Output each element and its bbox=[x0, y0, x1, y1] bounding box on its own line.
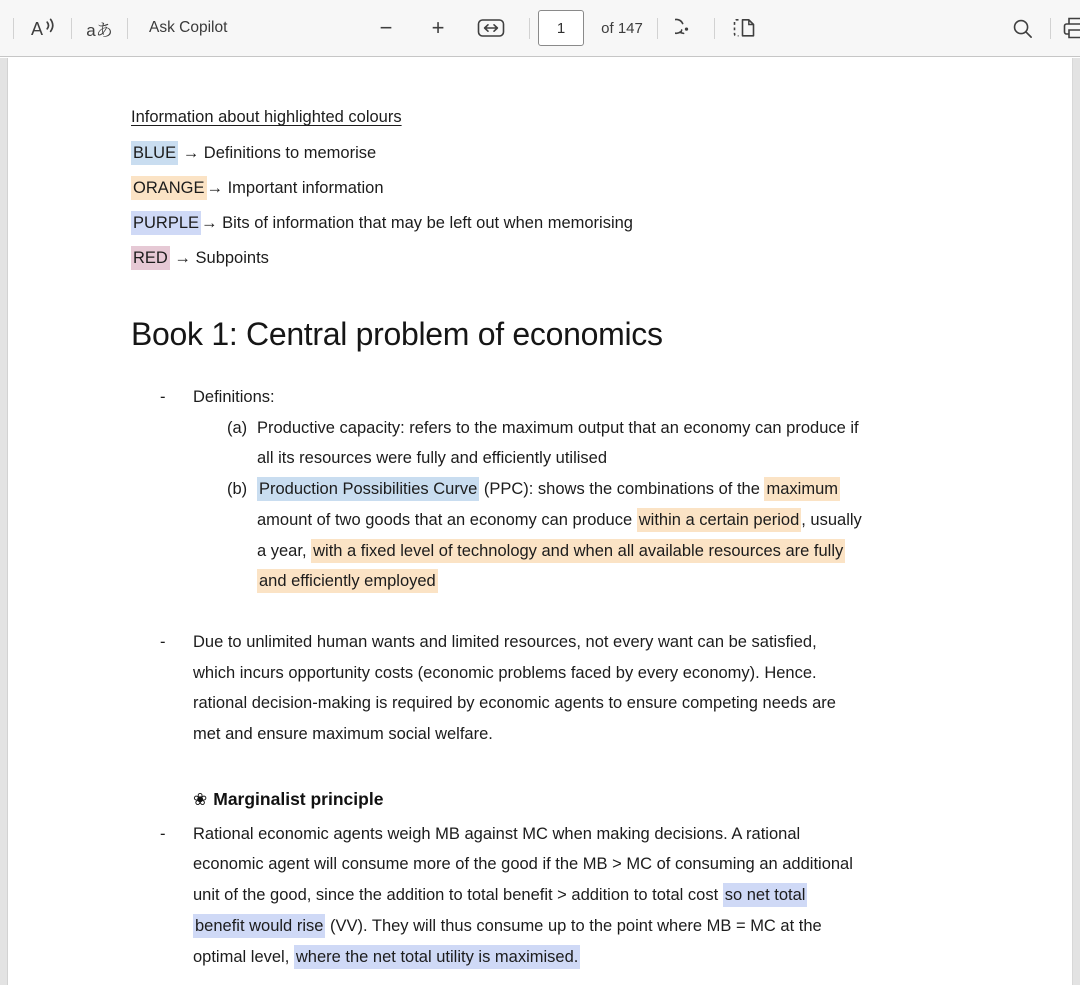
text-line bbox=[193, 688, 1041, 719]
text-segment: economic agent will consume more of the good if the MB > MC of consuming an additional bbox=[193, 855, 853, 874]
divider bbox=[1050, 18, 1051, 39]
highlight-orange: within a certain period bbox=[637, 508, 802, 532]
text-line bbox=[257, 505, 1041, 536]
legend-item-blue bbox=[131, 136, 1041, 171]
text-line bbox=[193, 942, 1041, 973]
fit-to-width-button[interactable] bbox=[473, 8, 509, 48]
paragraph-marginalist-text bbox=[193, 819, 1041, 973]
definition-b-text bbox=[257, 474, 1041, 597]
highlight-red: RED bbox=[131, 246, 170, 270]
text-segment: optimal level, bbox=[193, 947, 294, 966]
highlight-orange: with a fixed level of technology and when all available resources are fully bbox=[311, 539, 845, 563]
flower-icon: ❀ bbox=[193, 789, 208, 809]
text-segment: Due to unlimited human wants and limited resources, not every want can be satisfied, bbox=[193, 632, 817, 651]
divider bbox=[657, 18, 658, 39]
text-segment: Productive capacity: refers to the maximum output that an economy can produce if bbox=[257, 418, 859, 437]
text-segment: a year, bbox=[257, 541, 312, 560]
item-marker: (b) bbox=[227, 480, 248, 499]
definition-item-b bbox=[131, 474, 1041, 597]
rotate-button[interactable] bbox=[668, 8, 704, 48]
highlight-purple: so net total bbox=[723, 883, 808, 907]
marginalist-principle-heading bbox=[131, 787, 1041, 812]
legend-item-red bbox=[131, 241, 1041, 276]
fit-to-width-icon bbox=[477, 17, 505, 39]
text-segment: met and ensure maximum social welfare. bbox=[193, 725, 493, 744]
divider bbox=[127, 18, 128, 39]
definitions-header bbox=[131, 382, 1041, 413]
read-aloud-button[interactable] bbox=[14, 8, 71, 48]
read-aloud-letter: A bbox=[31, 19, 44, 39]
bullet-dash: - bbox=[160, 632, 166, 651]
page-layout-button[interactable] bbox=[725, 8, 763, 48]
read-aloud-icon bbox=[29, 15, 56, 41]
book-heading: Book 1: Central problem of economics bbox=[131, 316, 663, 352]
highlight-orange: and efficiently employed bbox=[257, 569, 438, 593]
text-line bbox=[193, 658, 1041, 689]
text-segment: which incurs opportunity costs (economic problems faced by every economy). Hence. bbox=[193, 663, 817, 682]
pdf-toolbar bbox=[0, 0, 1080, 57]
text-segment: rational decision-making is required by economic agents to ensure competing needs are bbox=[193, 694, 836, 713]
legend-item-text: → Definitions to memorise bbox=[178, 144, 377, 162]
text-line bbox=[193, 819, 1041, 850]
rotate-icon bbox=[675, 17, 698, 40]
legend-title: Information about highlighted colours bbox=[131, 108, 402, 126]
text-segment: amount of two goods that an economy can produce bbox=[257, 510, 637, 529]
item-marker: (a) bbox=[227, 418, 248, 437]
bullet-dash: - bbox=[160, 824, 166, 843]
toolbar-right-group bbox=[999, 0, 1080, 56]
definitions-label: Definitions: bbox=[193, 388, 275, 406]
text-line bbox=[257, 443, 1041, 474]
subheading-text: Marginalist principle bbox=[213, 788, 384, 809]
divider bbox=[529, 18, 530, 39]
paragraph-scarcity bbox=[131, 627, 1041, 750]
page-content bbox=[131, 58, 1041, 972]
legend-item-text: → Bits of information that may be left out when memorising bbox=[201, 214, 633, 232]
legend-item-purple bbox=[131, 206, 1041, 241]
highlight-blue: BLUE bbox=[131, 141, 178, 165]
printer-icon bbox=[1062, 16, 1080, 40]
ask-copilot-button[interactable]: Ask Copilot bbox=[149, 19, 228, 36]
text-line bbox=[193, 627, 1041, 658]
toolbar-center-group bbox=[366, 0, 763, 56]
text-line bbox=[257, 566, 1041, 597]
highlight-orange: maximum bbox=[764, 477, 840, 501]
definition-a-text bbox=[257, 413, 1041, 474]
text-line bbox=[193, 880, 1041, 911]
page-number-input[interactable] bbox=[538, 10, 584, 46]
text-segment: (VV). They will thus consume up to the point where MB = MC at the bbox=[325, 916, 822, 935]
legend-item-orange bbox=[131, 171, 1041, 206]
print-button[interactable] bbox=[1061, 8, 1080, 48]
text-segment: Rational economic agents weigh MB against MC when making decisions. A rational bbox=[193, 824, 801, 843]
highlight-purple: PURPLE bbox=[131, 211, 201, 235]
highlight-legend bbox=[131, 136, 1041, 276]
legend-item-text: → Important information bbox=[206, 179, 384, 197]
page-layout-icon bbox=[731, 17, 757, 39]
search-icon bbox=[1011, 17, 1034, 40]
text-segment: unit of the good, since the addition to total benefit > addition to total cost bbox=[193, 886, 723, 905]
pdf-viewport[interactable] bbox=[0, 58, 1080, 985]
translate-button[interactable] bbox=[72, 8, 127, 48]
bullet-dash: - bbox=[160, 388, 166, 406]
text-segment: (PPC): shows the combinations of the bbox=[479, 480, 765, 499]
definition-item-a bbox=[131, 413, 1041, 474]
page-margin-left bbox=[0, 58, 8, 985]
paragraph-marginalist bbox=[131, 819, 1041, 973]
text-line bbox=[193, 719, 1041, 750]
zoom-out-button[interactable]: − bbox=[366, 8, 406, 48]
text-line bbox=[257, 413, 1041, 444]
zoom-in-button[interactable]: + bbox=[418, 8, 458, 48]
highlight-blue: Production Possibilities Curve bbox=[257, 477, 479, 501]
toolbar-left-group bbox=[0, 0, 227, 56]
page-count-label: of 147 bbox=[601, 19, 643, 37]
highlight-purple: benefit would rise bbox=[193, 914, 325, 938]
legend-item-text: → Subpoints bbox=[169, 249, 269, 267]
pdf-page bbox=[9, 58, 1071, 985]
highlight-purple: where the net total utility is maximised. bbox=[294, 945, 580, 969]
page-margin-right bbox=[1072, 58, 1080, 985]
highlight-orange: ORANGE bbox=[131, 176, 207, 200]
text-segment: , usually bbox=[801, 510, 862, 529]
text-line bbox=[257, 474, 1041, 505]
text-segment: all its resources were fully and efficiently utilised bbox=[257, 449, 608, 468]
divider bbox=[714, 18, 715, 39]
text-line bbox=[193, 849, 1041, 880]
text-line bbox=[193, 911, 1041, 942]
search-button[interactable] bbox=[1003, 8, 1042, 48]
paragraph-scarcity-text bbox=[193, 627, 1041, 750]
text-line bbox=[257, 536, 1041, 567]
translate-icon: aあ bbox=[86, 20, 113, 40]
